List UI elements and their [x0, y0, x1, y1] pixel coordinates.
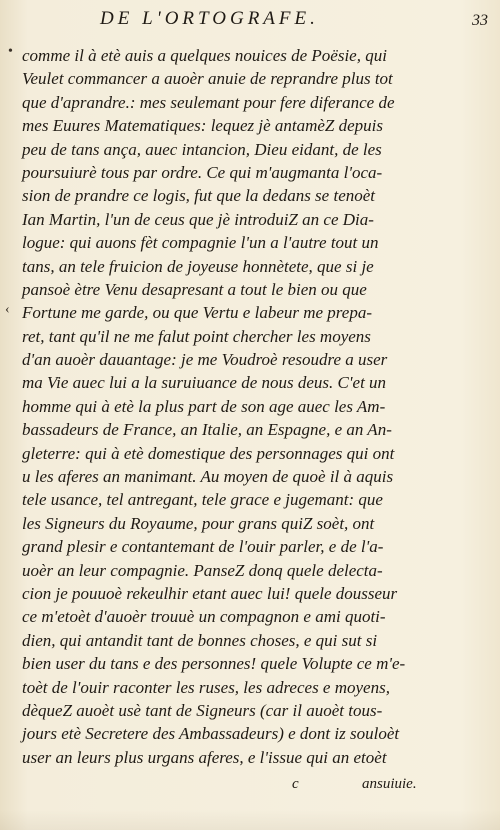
text-line: pansoè ètre Venu desapresant a tout le bien ou que — [22, 279, 367, 299]
text-line: grand plesir e contantemant de l'ouir parler, e de l'a- — [22, 537, 384, 557]
text-line: cion je pouuoè rekeulhir etant auec lui! quele dousseur — [22, 583, 398, 603]
text-line: logue: qui auons fèt compagnie l'un a l'autre tout un — [22, 233, 379, 253]
text-line: Veulet commancer a auoèr anuie de reprandre plus tot — [22, 69, 393, 89]
text-line: ma Vie auec lui a la suruiuance de nous deus. C'et un — [22, 373, 387, 393]
text-line: comme il à etè auis a quelques nouices de Poësie, qui — [22, 46, 387, 65]
text-line: dèqueZ auoèt usè tant de Signeurs (car il auoèt tous- — [22, 700, 383, 720]
text-line: uoèr an leur compagnie. PanseZ donq quele delecta- — [22, 560, 383, 580]
text-line: toèt de l'ouir raconter les ruses, les adreces e moyens, — [22, 677, 390, 697]
page-edge-shadow — [0, 810, 500, 830]
margin-mark-middle: ‹ — [5, 302, 10, 317]
text-line: Ian Martin, l'un de ceus que jè introduiZ an ce Dia- — [22, 209, 374, 229]
text-line: d'an auoèr dauantage: je me Voudroè resoudre a user — [22, 350, 388, 370]
text-line: sion de prandre ce logis, fut que la dedans se tenoèt — [22, 186, 376, 206]
text-line: peu de tans ança, auec intancion, Dieu eidant, de les — [22, 139, 382, 159]
text-line: ce m'etoèt d'auoèr trouuè un compagnon e ami quoti- — [22, 607, 386, 627]
text-line: user an leurs plus urgans aferes, e l'issue qui an etoèt — [22, 747, 387, 767]
text-line: Fortune me garde, ou que Vertu e labeur me prepa- — [22, 303, 372, 323]
signature-mark: c — [292, 776, 299, 792]
margin-mark-top: • — [8, 44, 13, 59]
text-line: jours etè Secretere des Ambassadeurs) e dont iz souloèt — [22, 724, 400, 744]
text-line: tans, an tele fruicion de joyeuse honnètete, que si je — [22, 256, 374, 276]
page-footer — [0, 774, 500, 800]
text-line: u les aferes an manimant. Au moyen de quoè il à aquis — [22, 467, 394, 487]
text-line: gleterre: qui à etè domestique des personnages qui ont — [22, 443, 395, 463]
running-head: DE L'ORTOGRAFE. — [100, 8, 319, 29]
text-line: bassadeurs de France, an Italie, an Espagne, e an An- — [22, 420, 392, 440]
page-header — [0, 8, 500, 34]
text-line: bien user du tans e des personnes! quele Volupte ce m'e- — [22, 654, 406, 674]
catchword: ansuiuie. — [362, 776, 417, 792]
page-number: 33 — [472, 12, 488, 29]
body-text — [22, 44, 442, 769]
text-line: poursuiurè tous par ordre. Ce qui m'augmanta l'oca- — [22, 162, 383, 182]
text-line: les Signeurs du Royaume, pour grans quiZ soèt, ont — [22, 513, 375, 533]
text-line: dien, qui antandit tant de bonnes choses, e qui sut si — [22, 630, 378, 650]
text-line: tele usance, tel antregant, tele grace e jugemant: que — [22, 490, 383, 510]
text-line: ret, tant qu'il ne me falut point chercher les moyens — [22, 326, 371, 346]
text-line: que d'aprandre.: mes seulemant pour fere diferance de — [22, 92, 395, 112]
text-line: homme qui à etè la plus part de son age auec les Am- — [22, 396, 386, 416]
text-line: mes Euures Matematiques: lequez jè antamèZ depuis — [22, 116, 384, 136]
